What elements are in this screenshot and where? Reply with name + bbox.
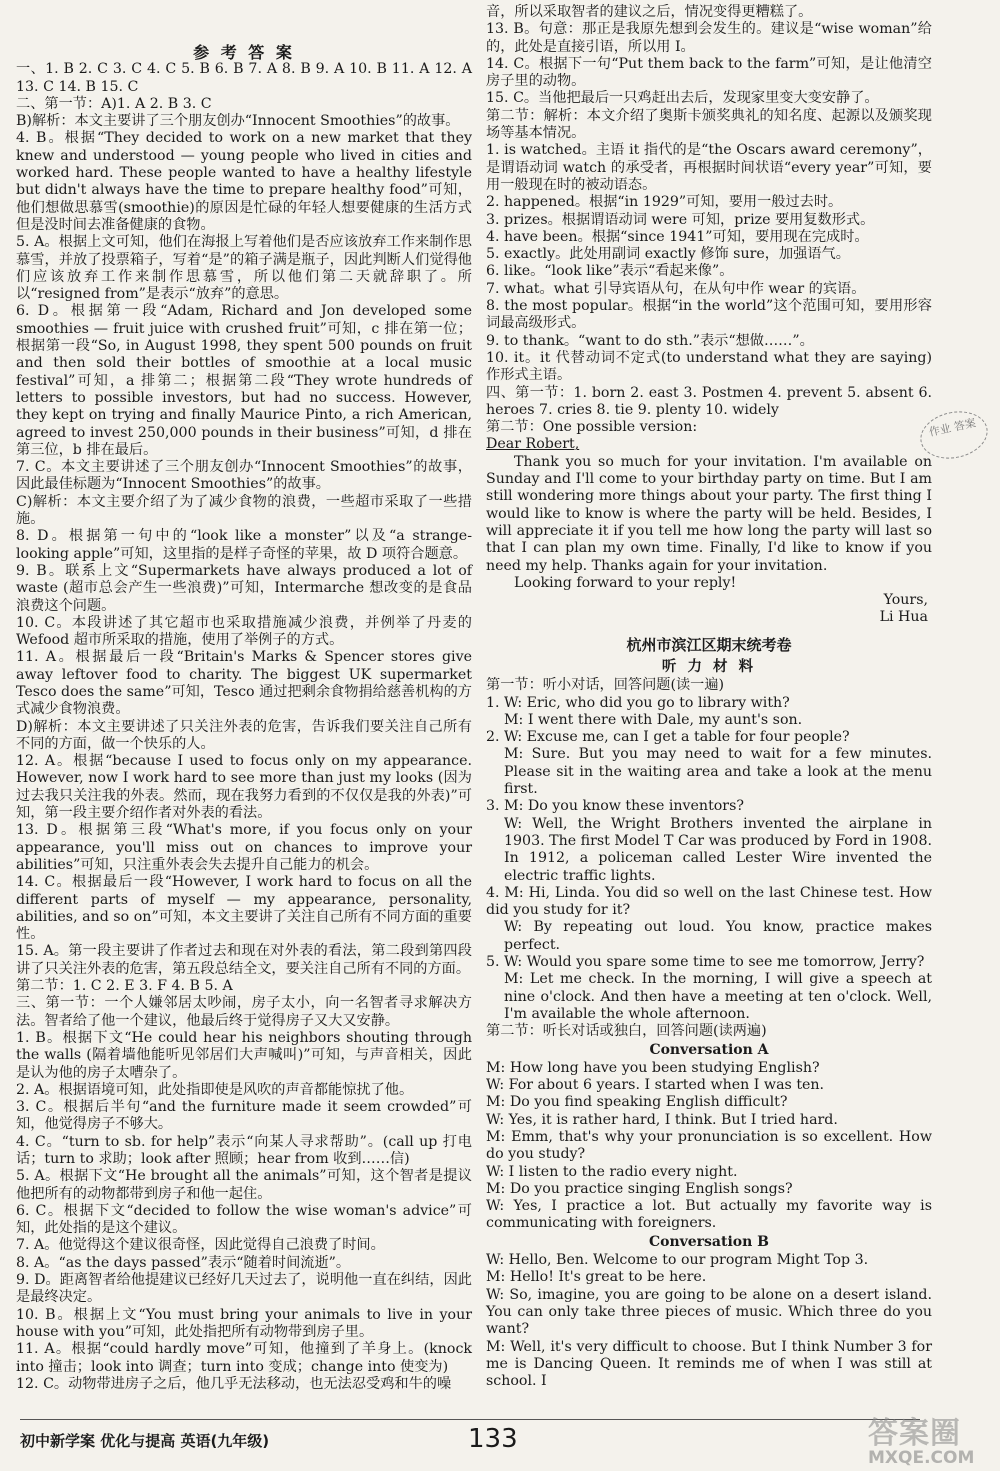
transcript-line: 5. W: Would you spare some time to see me tomorrow, Jerry? [486,954,925,971]
answer-line: 第二节：1. C 2. E 3. F 4. B 5. A [16,978,233,995]
answer-line: 14. C。根据最后一段“However, I work hard to focus on all the different parts of myself — my appearance, personality, abilities, and so on”可知，本文主要讲了关注自己所有不同方面的重要性。 [16,874,472,943]
answer-line: 4. have been。根据“since 1941”可知，要用现在完成时。 [486,228,869,245]
answer-line: 10. C。本段讲述了其它超市也采取措施减少浪费，并例举了丹麦的 Wefood 超市所采取的措施，使用了举例子的方式。 [16,614,472,649]
answer-line: 1. B。根据下文“He could hear his neighbors shouting through the walls (隔着墙他能听见邻居们大声喊叫)”可知，与声音相关，因此是认为他的房子太嘈杂了。 [16,1029,472,1081]
answer-line: 13. D。根据第三段“What's more, if you focus only on your appearance, you'll miss out on chances to improve your abilities”可知，只注重外表会失去提升自己能力的机会。 [16,822,472,873]
conversation-b [486,1252,932,1390]
listening-title: 听 力 材 料 [661,657,757,675]
conversation-a-title: Conversation A [649,1041,769,1058]
left-column [16,44,472,1393]
dialogue-line: W: For about 6 years. I started when I was ten. [486,1077,825,1094]
answer-line: 7. A。他觉得这个建议很奇怪，因此觉得自己浪费了时间。 [16,1237,385,1254]
answer-line: 5. exactly。此处用副词 exactly 修饰 sure，加强语气。 [486,246,850,263]
answer-line: C)解析：本文主要介绍了为了减少食物的浪费，一些超市采取了一些措施。 [16,493,472,528]
answer-line: 5. A。根据上文可知，他们在海报上写着他们是否应该放弃工作来制作思慕雪，并放了投票箱子，写着“是”的箱子满是瓶子，因此判断人们觉得他们应该放弃工作来制作思慕雪，所以他们第二天就辞职了。所以“resigned from”是表示“放弃”的意思。 [16,234,472,303]
answer-line: 四、第一节：1. born 2. east 3. Postmen 4. prevent 5. absent 6. heroes 7. cries 8. tie 9. plenty 10. widely [486,384,932,418]
dialogue-line: M: Do you find speaking English difficult? [486,1094,788,1111]
book-title: 初中新学案 优化与提高 英语(九年级) [20,1432,270,1450]
right-column [486,4,932,1390]
transcript-line: 第二节：听长对话或独白，回答问题(读两遍) [486,1023,767,1040]
dialogue-line: W: Yes, I practice a lot. But actually my favorite way is communicating with foreigners. [486,1198,932,1232]
conversation-a [486,1060,932,1233]
answer-line: 2. A。根据语境可知，此处指即使是风吹的声音都能惊扰了他。 [16,1081,414,1098]
answer-line: 3. prizes。根据谓语动词 were 可知，prize 要用复数形式。 [486,211,875,228]
answer-line: 1. is watched。主语 it 指代的是“the Oscars award ceremony”，是谓语动词 watch 的承受者，再根据时间状语“every year”可知，要用一般现在时的被动语态。 [486,142,932,193]
transcript-line: 4. M: Hi, Linda. You did so well on the last Chinese test. How did you study for it? [486,884,932,919]
answer-line: 13. B。句意：那正是我原先想到会发生的。建议是“wise woman”给的，此处是直接引语，所以用 I。 [486,21,932,55]
answer-line: 5. A。根据下文“He brought all the animals”可知，这个智者是提议他把所有的动物都带到房子和他一起住。 [16,1168,472,1202]
letter-sign-off: Yours, [883,592,928,609]
transcript-line: 3. M: Do you know these inventors? [486,798,744,815]
answer-line: 15. A。第一段主要讲了作者过去和现在对外表的看法，第二段到第四段讲了只关注外表的危害，第五段总结全文，要关注自己所有不同的方面。 [16,943,472,977]
dialogue-line: M: Well, it's very difficult to choose. But I think Number 3 for me is Dancing Queen. It reminds me of when I was still at school. I [486,1338,932,1390]
footer-divider [20,1419,920,1420]
answer-line: 12. C。动物带进房子之后，他几乎无法移动，也无法忍受鸡和牛的噪 [16,1375,452,1392]
transcript-line: 第一节：听小对话，回答问题(读一遍) [486,677,725,694]
watermark-url: MXQE.COM [868,1448,975,1468]
answer-line: 14. C。根据下一句“Put them back to the farm”可知，是让他清空房子里的动物。 [486,55,932,90]
answer-line: 11. A。根据“could hardly move”可知，他撞到了羊身上。(knock into 撞击；look into 调查；turn into 变成；change into 使变为) [16,1341,472,1375]
answer-line: 12. A。根据“because I used to focus only on my appearance. However, now I work hard to see more than just my looks (因为过去我只关注我的外表。然而，现在我努力看到的不仅仅是我的外表)”可知，第一段主要介绍作者对外表的看法。 [16,753,472,822]
answer-line: B)解析：本文主要讲了三个朋友创办“Innocent Smoothies”的故事。 [16,113,460,130]
answer-line: 8. D。根据第一句中的“look like a monster”以及“a strange-looking apple”可知，这里指的是样子奇怪的苹果，故 D 项符合题意。 [16,528,472,562]
answer-line: 6. D。根据第一段“Adam, Richard and Jon developed some smoothies — fruit juice with crushed fruit”可知，c 排在第一位；根据第一段“So, in August 1998, they spent 500 pounds on fruit and then sold their bottles of smoothie at a local music festival”可知，a 排第二；根据第二段“They wrote hundreds of letters to possible investors, but had no success. However, they kept on trying and finally Maurice Pinto, a rich American, agreed to invest 250,000 pounds in their business”可知，d 排在第三位，b 排在最后。 [16,303,472,458]
dialogue-line: W: Hello, Ben. Welcome to our program Might Top 3. [486,1252,869,1269]
letter-body: Thank you so much for your invitation. I'm available on Sunday and I'll come to your birthday party on time. But I am still wondering more things about your party. The first thing I would like to know is where the party will be held. Besides, I will appreciate it if you tell me how long the party will last so that I can plan my own time. Finally, I'd like to know if you need my help. Thanks again for your invitation. [486,453,932,574]
dialogue-line: W: Yes, it is rather hard, I think. But I tried hard. [486,1111,838,1128]
answer-line: 7. C。本文主要讲述了三个朋友创办“Innocent Smoothies”的故事，因此最佳标题为“Innocent Smoothies”的故事。 [16,459,472,493]
answer-line: 3. C。根据后半句“and the furniture made it seem crowded”可知，他觉得房子不够大。 [16,1099,472,1133]
answer-line: 8. the most popular。根据“in the world”这个范围可知，要用形容词最高级形式。 [486,298,932,332]
letter-signature: Li Hua [879,609,928,626]
dialogue-line: M: Hello! It's great to be here. [486,1269,707,1286]
page-number: 133 [468,1424,518,1454]
answer-line: 6. like。“look like”表示“看起来像”。 [486,263,734,280]
transcript-line: M: Let me check. In the morning, I will give a speech at nine o'clock. And then have a meeting at ten o'clock. Well, I'm available the whole afternoon. [504,971,932,1022]
sample-letter [486,436,932,626]
answer-line: 15. C。当他把最后一只鸡赶出去后，发现家里变大变安静了。 [486,90,879,107]
exam-title: 杭州市滨江区期末统考卷 [626,635,792,654]
answer-line: 第二节：解析：本文介绍了奥斯卡颁奖典礼的知名度、起源以及颁奖现场等基本情况。 [486,107,932,142]
dialogue-line: W: So, imagine, you are going to be alone on a desert island. You can only take three pieces of music. Which three do you want? [486,1286,932,1338]
dialogue-line: W: I listen to the radio every night. [486,1163,738,1180]
answer-line: 二、第一节：A)1. A 2. B 3. C [16,95,212,112]
answer-line: 4. C。“turn to sb. for help”表示“向某人寻求帮助”。(call up 打电话；turn to 求助；look after 照顾；hear from 收到……信) [16,1133,472,1167]
transcript-line: W: Well, the Wright Brothers invented the airplane in 1903. The first Model T Car was produced by Ford in 1908. In 1912, a policeman called Lester Wire invented the electric traffic lights. [504,815,932,884]
site-watermark [868,1408,988,1468]
dialogue-line: M: How long have you been studying English? [486,1059,820,1076]
answer-line: 9. D。距离智者给他提建议已经好几天过去了，说明他一直在纠结，因此是最终决定。 [16,1272,472,1306]
right-lines-a [486,4,932,436]
transcript-line: W: By repeating out loud. You know, practice makes perfect. [504,919,932,953]
answer-line: 一、1. B 2. C 3. C 4. C 5. B 6. B 7. A 8. B 9. A 10. B 11. A 12. A 13. C 14. B 15. C [16,61,472,95]
answer-line: 8. A。“as the days passed”表示“随着时间流逝”。 [16,1254,351,1271]
answer-line: 9. B。联系上文“Supermarkets have always produced a lot of waste (超市总会产生一些浪费)”可知，Intermarche 想改变的是食品浪费这个问题。 [16,562,472,614]
answer-line: 4. B。根据“They decided to work on a new market that they knew and understood — young people who lived in cities and worked hard. These people wanted to have a healthy lifestyle but didn't always have the time to prepare healthy food”可知，他们想做思慕雪(smoothie)的原因是忙碌的年轻人想要健康的生活方式但是没时间去准备健康的食物。 [16,130,472,233]
left-lines [16,61,472,1393]
transcript-line: 1. W: Eric, who did you go to library with? [486,694,790,711]
answer-line: D)解析：本文主要讲述了只关注外表的危害，告诉我们要关注自己所有不同的方面，做一个快乐的人。 [16,718,472,752]
stamp-text: 作业 答案 [927,416,978,439]
dialogue-line: M: Emm, that's why your pronunciation is so excellent. How do you study? [486,1129,932,1163]
watermark-logo: 答案圈 [868,1416,961,1451]
answers-title: 参 考 答 案 [193,43,295,62]
answer-line: 9. to thank。“want to do sth.”表示“想做……”。 [486,332,814,349]
conversation-b-title: Conversation B [648,1233,770,1250]
answer-line: 10. it。it 代替动词不定式(to understand what they are saying)作形式主语。 [486,349,932,384]
answer-line: 2. happened。根据“in 1929”可知，要用一般过去时。 [486,194,843,211]
answer-line: 第二节：One possible version: [486,419,698,436]
page-footer [20,1426,980,1456]
answer-line: 三、第一节：一个人嫌邻居太吵闹，房子太小，向一名智者寻求解决方法。智者给了他一个建议，他最后终于觉得房子又大又安静。 [16,995,472,1029]
answer-line: 11. A。根据最后一段“Britain's Marks & Spencer stores give away leftover food to charity. The biggest UK supermarket Tesco does the same”可知，Tesco 通过把剩余食物捐给慈善机构的方式减少食物浪费。 [16,649,472,718]
dialogue-line: M: Do you practice singing English songs? [486,1180,793,1197]
answer-line: 音，所以采取智者的建议之后，情况变得更糟糕了。 [486,4,813,20]
answer-line: 6. C。根据下文“decided to follow the wise woman's advice”可知，此处指的是这个建议。 [16,1202,472,1237]
answer-line: 10. B。根据上文“You must bring your animals to live in your house with you”可知，此处指把所有动物带到房子里。 [16,1306,472,1340]
letter-closing-line: Looking forward to your reply! [514,574,737,591]
letter-salutation: Dear Robert, [486,436,580,453]
answer-line: 7. what。what 引导宾语从句，在从句中作 wear 的宾语。 [486,280,866,297]
transcript-line: M: Sure. But you may need to wait for a few minutes. Please sit in the waiting area and take a look at the menu first. [504,746,932,798]
transcript-line: 2. W: Excuse me, can I get a table for four people? [486,729,850,746]
transcript-line: M: I went there with Dale, my aunt's son. [504,711,803,728]
right-lines-b [486,677,932,1040]
